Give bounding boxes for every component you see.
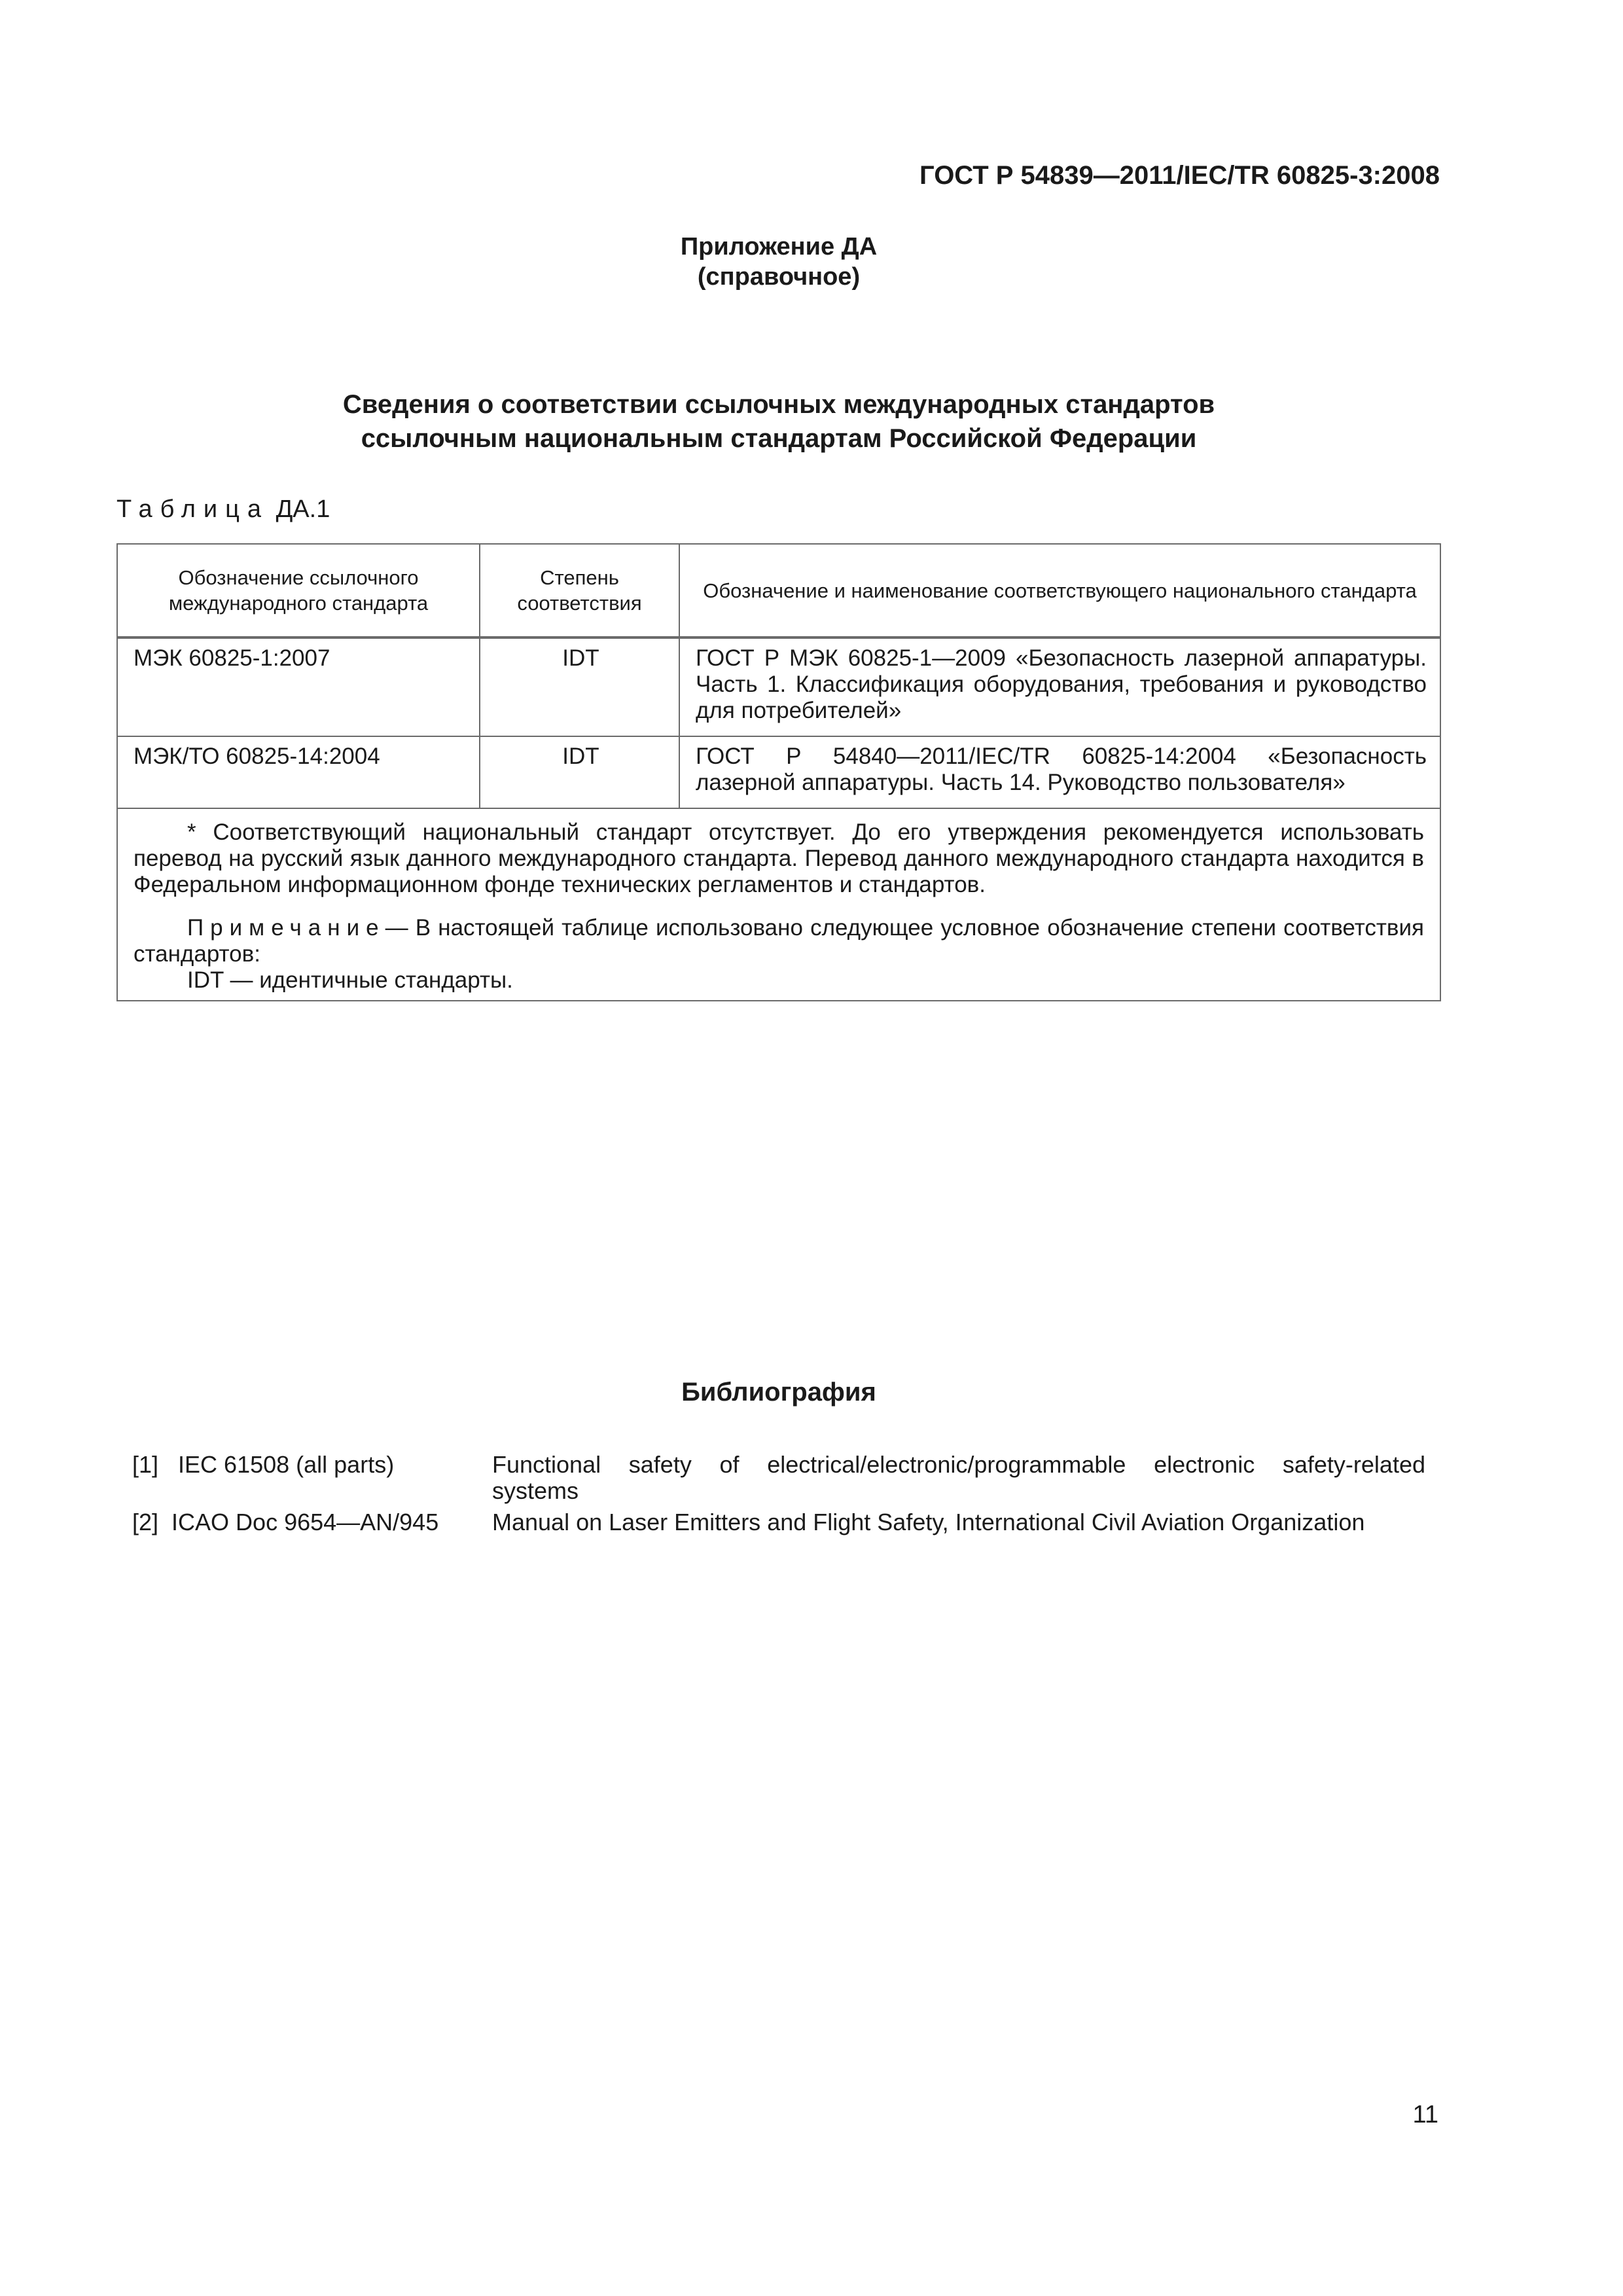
table-caption: [116, 495, 330, 524]
bibliography-title: Библиография: [681, 1378, 876, 1407]
page-number: 11: [1412, 2101, 1438, 2128]
column-header-international: Обозначение ссылочного международного стандарта: [117, 544, 480, 637]
column-header-degree: Степень соответствия: [480, 544, 679, 637]
table-footer-row: [117, 808, 1440, 1001]
appendix-heading: [0, 232, 1558, 292]
note-text: — В настоящей таблице использовано следующее условное обозначение степени соответствия стандартов:: [134, 915, 1424, 967]
bibliography-item: [132, 1509, 1425, 1535]
table-note: [134, 915, 1424, 967]
table-footer: [117, 808, 1440, 1001]
bibliography-ref: [1] IEC 61508 (all parts): [132, 1451, 395, 1478]
note-label: Примечание: [187, 915, 385, 941]
table-row: [117, 736, 1440, 808]
cell-national: ГОСТ Р 54840—2011/IEC/TR 60825-14:2004 «Безопасность лазерной аппаратуры. Часть 14. Руководство пользователя»: [679, 736, 1440, 808]
section-title: [0, 387, 1558, 456]
cell-international: МЭК/ТО 60825-14:2004: [117, 736, 480, 808]
cell-degree: IDT: [480, 736, 679, 808]
bibliography-description: [492, 1452, 1425, 1504]
bibliography-ref: [2] ICAO Doc 9654—AN/945: [132, 1509, 439, 1535]
bibliography-description: Manual on Laser Emitters and Flight Safety, International Civil Aviation Organization: [492, 1509, 1365, 1535]
section-title-line-1: Сведения о соответствии ссылочных международных стандартов: [342, 390, 1215, 419]
table-legend: IDT — идентичные стандарты.: [187, 967, 513, 993]
table-caption-word: Таблица: [116, 495, 269, 523]
appendix-subtitle: (справочное): [697, 263, 861, 291]
standards-correspondence-table: [116, 543, 1441, 1001]
cell-national: ГОСТ Р МЭК 60825-1—2009 «Безопасность лазерной аппаратуры. Часть 1. Классификация оборудования, требования и руководство для потребителей»: [679, 637, 1440, 736]
document-code-header: ГОСТ Р 54839—2011/IEC/TR 60825-3:2008: [919, 161, 1440, 190]
bibliography-description-line-1: Functional safety of electrical/electronic/programmable electronic safety-related: [492, 1451, 1425, 1478]
cell-degree: IDT: [480, 637, 679, 736]
table-footnote: * Соответствующий национальный стандарт отсутствует. До его утверждения рекомендуется использовать перевод на русский язык данного международного стандарта. Перевод данного международного стандарта находится в Федеральном информационном фонде технических регламентов и стандартов.: [134, 819, 1424, 897]
bibliography-item: [132, 1452, 1425, 1504]
column-header-national: Обозначение и наименование соответствующего национального стандарта: [679, 544, 1440, 637]
appendix-title: Приложение ДА: [680, 233, 878, 260]
section-title-line-2: ссылочным национальным стандартам Российской Федерации: [361, 424, 1197, 453]
table-header-row: [117, 544, 1440, 637]
bibliography-description-line-2: systems: [492, 1477, 579, 1504]
cell-international: МЭК 60825-1:2007: [117, 637, 480, 736]
table-caption-id: ДА.1: [276, 495, 330, 523]
table-row: [117, 637, 1440, 736]
